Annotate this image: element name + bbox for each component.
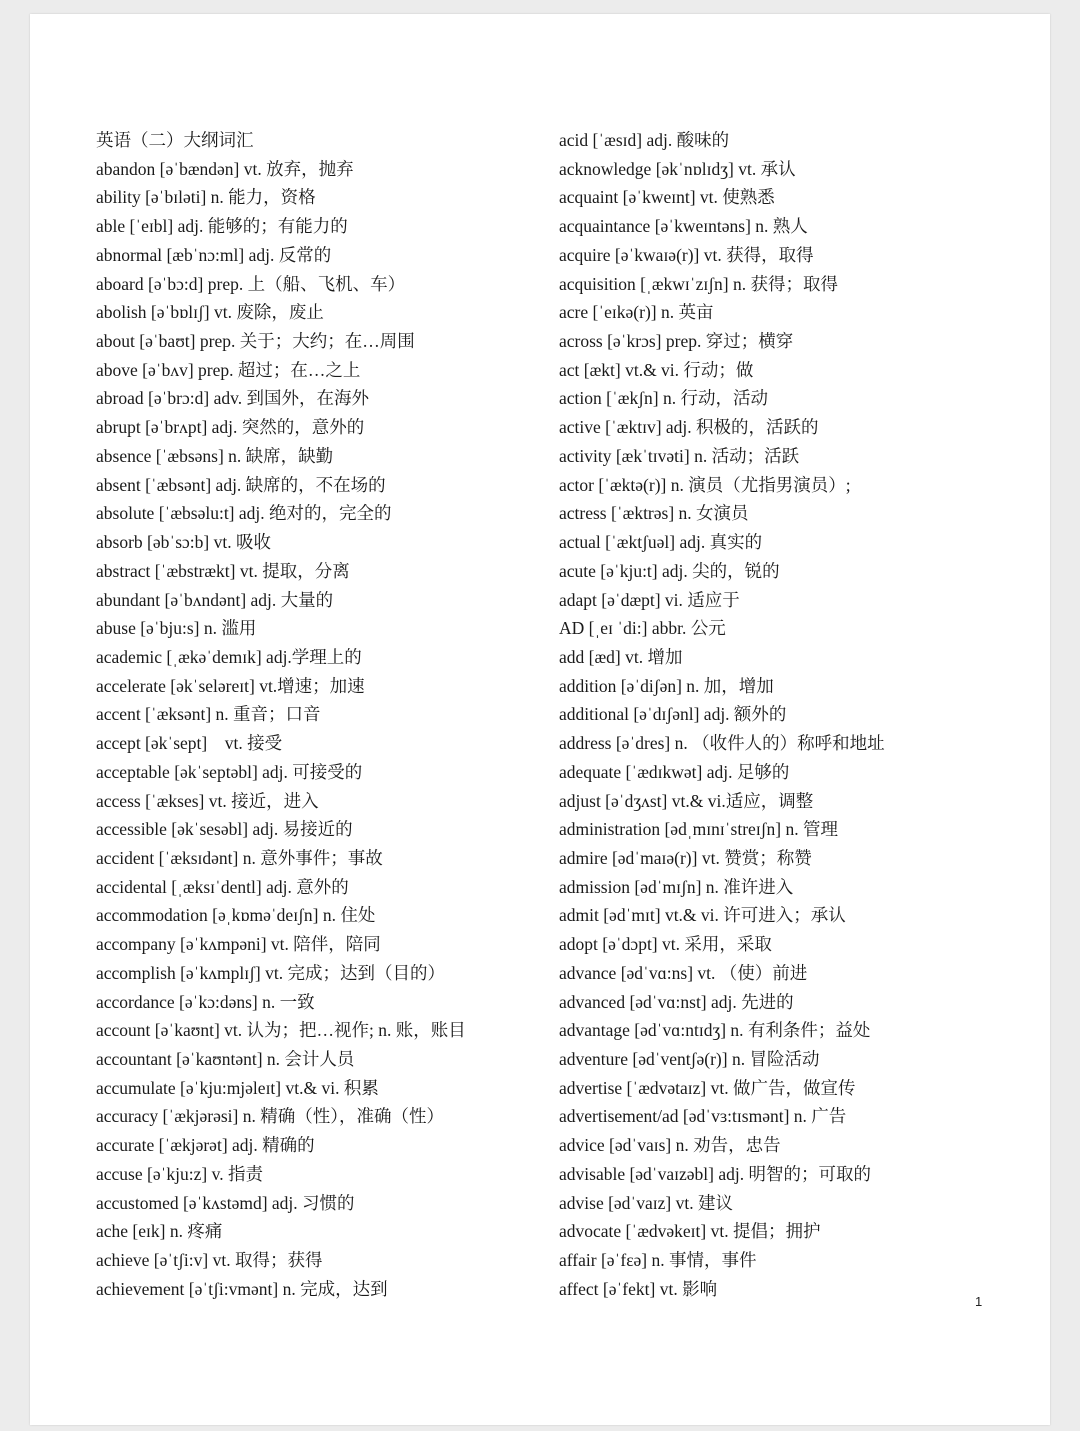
vocab-entry: accurate [ˈækjərət] adj. 精确的	[96, 1135, 315, 1156]
vocab-entry: AD [ˌeɪ ˈdi:] abbr. 公元	[559, 618, 726, 639]
vocab-entry: additional [əˈdɪʃənl] adj. 额外的	[559, 704, 787, 725]
vocab-entry: act [ækt] vt.& vi. 行动；做	[559, 359, 754, 380]
vocab-entry: advance [ədˈvɑ:ns] vt. （使）前进	[559, 962, 808, 983]
vocab-entry: academic [ˌækəˈdemɪk] adj.学理上的	[96, 646, 362, 667]
vocab-entry: abuse [əˈbju:s] n. 滥用	[96, 618, 257, 639]
vocab-entry: acceptable [əkˈseptəbl] adj. 可接受的	[96, 761, 363, 782]
vocab-entry: advocate [ˈædvəkeɪt] vt. 提倡；拥护	[559, 1221, 821, 1242]
vocabulary-column-left	[96, 126, 566, 1303]
vocab-entry: ache [eɪk] n. 疼痛	[96, 1221, 223, 1242]
vocab-entry: absent [ˈæbsənt] adj. 缺席的，不在场的	[96, 474, 386, 495]
vocab-entry: accuse [əˈkju:z] v. 指责	[96, 1163, 263, 1184]
vocab-entry: accountant [əˈkaʊntənt] n. 会计人员	[96, 1049, 355, 1069]
vocab-entry: active [ˈæktɪv] adj. 积极的，活跃的	[559, 417, 819, 438]
vocab-entry: acquaintance [əˈkweɪntəns] n. 熟人	[559, 216, 808, 237]
vocab-entry: aboard [əˈbɔ:d] prep. 上（船、飞机、车）	[96, 273, 406, 294]
vocab-entry: achieve [əˈtʃi:v] vt. 取得；获得	[96, 1250, 323, 1271]
vocab-entry: about [əˈbaʊt] prep. 关于；大约；在…周围	[96, 331, 415, 352]
vocab-entry: acknowledge [əkˈnɒlɪdʒ] vt. 承认	[559, 158, 796, 179]
page-number: 1	[975, 1294, 983, 1309]
vocab-entry: able [ˈeɪbl] adj. 能够的；有能力的	[96, 216, 348, 237]
vocab-entry: accommodation [əˌkɒməˈdeɪʃn] n. 住处	[96, 905, 376, 926]
vocab-entry: account [əˈkaʊnt] vt. 认为；把…视作; n. 账，账目	[96, 1020, 466, 1041]
vocab-entry: accept [əkˈsept] vt. 接受	[96, 733, 283, 754]
vocab-entry: ability [əˈbɪləti] n. 能力，资格	[96, 187, 316, 208]
vocab-entry: accompany [əˈkʌmpəni] vt. 陪伴，陪同	[96, 934, 381, 955]
vocab-entry: abandon [əˈbændən] vt. 放弃，抛弃	[96, 158, 354, 179]
vocab-entry: accidental [ˌæksɪˈdentl] adj. 意外的	[96, 876, 349, 897]
vocab-entry: adopt [əˈdɔpt] vt. 采用，采取	[559, 934, 772, 955]
vocab-entry: action [ˈækʃn] n. 行动，活动	[559, 388, 768, 409]
vocab-entry: accuracy [ˈækjərəsi] n. 精确（性），准确（性）	[96, 1106, 444, 1127]
vocab-entry: accustomed [əˈkʌstəmd] adj. 习惯的	[96, 1192, 355, 1213]
vocab-entry: advanced [ədˈvɑ:nst] adj. 先进的	[559, 991, 794, 1012]
vocab-entry: accessible [əkˈsesəbl] adj. 易接近的	[96, 819, 353, 840]
vocab-entry: absorb [əbˈsɔ:b] vt. 吸收	[96, 532, 271, 553]
vocab-entry: activity [ækˈtɪvəti] n. 活动；活跃	[559, 445, 800, 466]
vocab-entry: addition [əˈdiʃən] n. 加，增加	[559, 675, 774, 696]
vocab-entry: abrupt [əˈbrʌpt] adj. 突然的，意外的	[96, 417, 365, 438]
vocab-entry: above [əˈbʌv] prep. 超过；在…之上	[96, 359, 361, 380]
vocab-entry: actor [ˈæktə(r)] n. 演员（尤指男演员）;	[559, 474, 851, 495]
vocab-entry: adjust [əˈdʒʌst] vt.& vi.适应，调整	[559, 790, 814, 811]
vocab-entry: abundant [əˈbʌndənt] adj. 大量的	[96, 589, 334, 610]
vocab-entry: adequate [ˈædɪkwət] adj. 足够的	[559, 761, 790, 782]
vocab-entry: affair [əˈfɛə] n. 事情，事件	[559, 1250, 757, 1271]
vocab-entry: accumulate [əˈkju:mjəleɪt] vt.& vi. 积累	[96, 1077, 379, 1098]
vocab-entry: advisable [ədˈvaɪzəbl] adj. 明智的；可取的	[559, 1163, 871, 1184]
vocab-entry: address [əˈdres] n. （收件人的）称呼和地址	[559, 733, 885, 754]
vocab-entry: accent [ˈæksənt] n. 重音；口音	[96, 704, 321, 725]
vocab-entry: adapt [əˈdæpt] vi. 适应于	[559, 589, 740, 610]
vocabulary-column-right	[559, 126, 1029, 1303]
vocab-entry: abstract [ˈæbstrækt] vt. 提取，分离	[96, 560, 350, 581]
vocab-entry: admission [ədˈmɪʃn] n. 准许进入	[559, 876, 794, 897]
vocab-entry: absence [ˈæbsəns] n. 缺席，缺勤	[96, 445, 334, 466]
vocab-entry: advantage [ədˈvɑ:ntɪdʒ] n. 有利条件；益处	[559, 1020, 871, 1041]
vocab-entry: acquisition [ˌækwɪˈzɪʃn] n. 获得；取得	[559, 273, 838, 294]
vocab-entry: acute [əˈkju:t] adj. 尖的，锐的	[559, 560, 780, 581]
vocab-entry: across [əˈkrɔs] prep. 穿过；横穿	[559, 331, 794, 352]
vocab-entry: access [ˈækses] vt. 接近，进入	[96, 790, 319, 811]
vocab-entry: abnormal [æbˈnɔ:ml] adj. 反常的	[96, 244, 332, 265]
vocab-entry: absolute [ˈæbsəlu:t] adj. 绝对的，完全的	[96, 503, 392, 524]
vocab-entry: accident [ˈæksɪdənt] n. 意外事件；事故	[96, 847, 383, 868]
vocab-entry: accelerate [əkˈseləreɪt] vt.增速；加速	[96, 675, 365, 696]
vocab-entry: actress [ˈæktrəs] n. 女演员	[559, 503, 749, 524]
vocab-entry: advertisement/ad [ədˈvɜ:tɪsmənt] n. 广告	[559, 1106, 847, 1127]
vocab-entry: acquire [əˈkwaɪə(r)] vt. 获得，取得	[559, 244, 814, 265]
vocab-entry: admit [ədˈmɪt] vt.& vi. 许可进入；承认	[559, 905, 846, 926]
vocab-entry: acquaint [əˈkweɪnt] vt. 使熟悉	[559, 187, 775, 208]
vocab-entry: acid [ˈæsɪd] adj. 酸味的	[559, 130, 730, 150]
vocab-entry: administration [ədˌmɪnɪˈstreɪʃn] n. 管理	[559, 819, 838, 840]
vocab-entry: acre [ˈeɪkə(r)] n. 英亩	[559, 302, 714, 323]
vocab-entry: achievement [əˈtʃi:vmənt] n. 完成，达到	[96, 1278, 388, 1299]
document-page	[30, 14, 1050, 1425]
vocab-entry: accordance [əˈkɔ:dəns] n. 一致	[96, 991, 315, 1012]
vocab-entry: advise [ədˈvaɪz] vt. 建议	[559, 1192, 733, 1213]
vocab-entry: admire [ədˈmaɪə(r)] vt. 赞赏；称赞	[559, 847, 812, 868]
vocab-entry: adventure [ədˈventʃə(r)] n. 冒险活动	[559, 1049, 820, 1069]
vocab-entry: abroad [əˈbrɔ:d] adv. 到国外，在海外	[96, 388, 369, 409]
vocab-entry: accomplish [əˈkʌmplɪʃ] vt. 完成；达到（目的）	[96, 962, 445, 983]
column-heading: 英语（二）大纲词汇	[96, 130, 254, 150]
vocab-entry: affect [əˈfekt] vt. 影响	[559, 1278, 718, 1299]
vocab-entry: abolish [əˈbɒlɪʃ] vt. 废除，废止	[96, 302, 324, 323]
vocab-entry: add [æd] vt. 增加	[559, 646, 683, 667]
vocab-entry: advice [ədˈvaɪs] n. 劝告，忠告	[559, 1135, 781, 1156]
vocab-entry: advertise [ˈædvətaɪz] vt. 做广告，做宣传	[559, 1077, 856, 1098]
vocab-entry: actual [ˈæktʃuəl] adj. 真实的	[559, 532, 763, 553]
